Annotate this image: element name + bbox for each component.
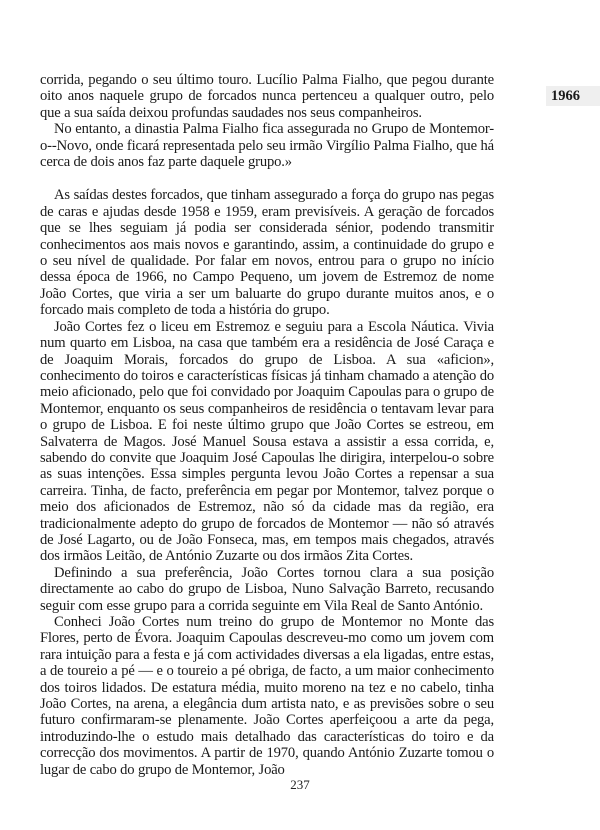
margin-year-label: 1966	[546, 86, 600, 106]
quote-paragraph-2: No entanto, a dinastia Palma Fialho fica assegurada no Grupo de Montemor-o--Novo, onde ficará representada pelo seu irmão Virgílio Palma Fialho, que há cerca de dois anos faz parte daquele grupo.»	[40, 121, 494, 171]
section-gap	[40, 170, 494, 187]
body-text	[40, 72, 494, 778]
paragraph-4: Conheci João Cortes num treino do grupo de Montemor no Monte das Flores, perto de Évora. Joaquim Capoulas descreveu-mo como um jovem com rara intuição para a festa e já com actividades diversas a ela ligadas, entre estas, a de toureio a pé — e o toureio a pé obriga, de facto, a um maior conhecimento dos toiros lidados. De estatura média, muito moreno na tez e no cabelo, tinha João Cortes, na arena, a elegância dum artista nato, e as previsões sobre o seu futuro confirmaram-se plenamente. João Cortes aperfeiçoou a arte da pega, introduzindo-lhe o estudo mais detalhado das características do toiro e da correcção dos movimentos. A partir de 1970, quando António Zuzarte tomou o lugar de cabo do grupo de Montemor, João	[40, 614, 494, 778]
paragraph-3: Definindo a sua preferência, João Cortes tornou clara a sua posição directamente ao cabo do grupo de Lisboa, Nuno Salvação Barreto, recusando seguir com esse grupo para a corrida seguinte em Vila Real de Santo António.	[40, 564, 494, 614]
quote-paragraph-1: corrida, pegando o seu último touro. Lucílio Palma Fialho, que pegou durante oito anos naquele grupo de forcados nunca pertenceu a qualquer outro, pelo que a sua saída deixou profundas saudades nos seus companheiros.	[40, 72, 494, 121]
page-number: 237	[290, 777, 310, 792]
paragraph-2: João Cortes fez o liceu em Estremoz e seguiu para a Escola Náutica. Vivia num quarto em Lisboa, na casa que também era a residência de José Caraça e de Joaquim Morais, forcados do grupo de Lisboa. A sua «aficion», conhecimento do toiros e características físicas já tinham chamado a atenção do meio aficionado, pelo que foi convidado por Joaquim Capoulas para o grupo de Montemor, enquanto os seus companheiros de residência o tentavam levar para o grupo de Lisboa. E foi neste último grupo que João Cortes se estreou, em Salvaterra de Magos. José Manuel Sousa estava a assistir a essa corrida, e, sabendo do convite que Joaquim José Capoulas lhe dirigira, interpelou-o sobre as suas intenções. Essa simples pergunta levou João Cortes a repensar a sua carreira. Tinha, de facto, preferência em pegar por Montemor, talvez porque o meio dos aficionados de Estremoz, não só da cidade mas da região, era tradicionalmente adepto do grupo de forcados de Montemor — não só através de José Lagarto, ou de João Fonseca, mas, em tempos mais chegados, através dos irmãos Leitão, de António Zuzarte ou dos irmãos Zita Cortes.	[40, 318, 494, 565]
paragraph-1: As saídas destes forcados, que tinham assegurado a força do grupo nas pegas de caras e ajudas desde 1958 e 1959, eram previsíveis. A geração de forcados que se lhes seguiam já podia ser considerada sénior, podendo transmitir conhecimentos aos mais novos e garantindo, assim, a continuidade do grupo e o seu nível de qualidade. Por falar em novos, entrou para o grupo no início dessa época de 1966, no Campo Pequeno, um jovem de Estremoz de nome João Cortes, que viria a ser um baluarte do grupo durante muitos anos, e o forcado mais completo de toda a história do grupo.	[40, 187, 494, 319]
